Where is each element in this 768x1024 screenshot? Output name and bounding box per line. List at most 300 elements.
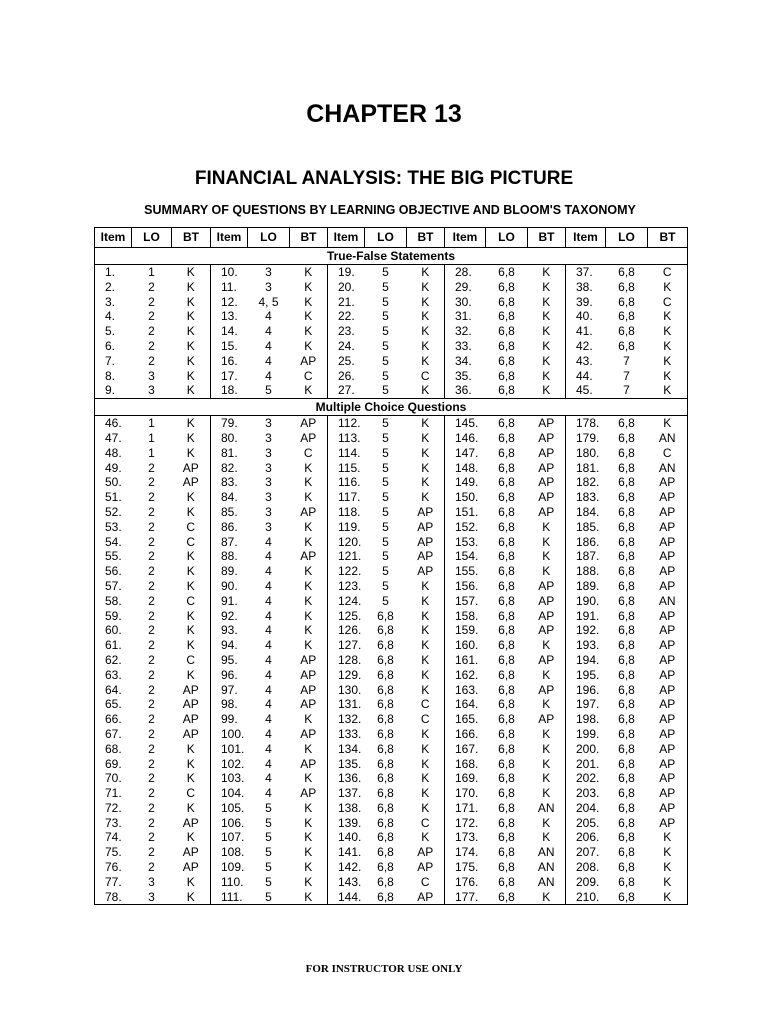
bt-cell: C bbox=[420, 874, 430, 889]
item-cell: 55. bbox=[95, 549, 132, 564]
item-cell: 191. bbox=[566, 609, 606, 624]
lo-cell: 6,8 bbox=[377, 756, 394, 771]
bt-cell: AP bbox=[417, 519, 434, 534]
bt-cell: AP bbox=[648, 638, 688, 653]
item-cell: 21. bbox=[328, 295, 365, 310]
bt-cell: K bbox=[542, 294, 551, 309]
lo-cell: 6,8 bbox=[618, 830, 635, 845]
item-cell: 178. bbox=[566, 416, 606, 431]
lo-cell: 6,8 bbox=[498, 786, 515, 801]
item-cell: 125. bbox=[328, 609, 365, 624]
bt-cell: K bbox=[648, 309, 688, 324]
item-cell: 156. bbox=[445, 579, 486, 594]
item-cell: 180. bbox=[566, 446, 606, 461]
bt-cell: K bbox=[421, 265, 430, 279]
lo-cell: 6,8 bbox=[618, 800, 635, 815]
item-cell: 115. bbox=[328, 461, 365, 476]
lo-cell: 2 bbox=[148, 534, 155, 549]
lo-cell: 5 bbox=[382, 490, 389, 505]
lo-cell: 6,8 bbox=[498, 475, 515, 490]
lo-cell: 6,8 bbox=[618, 416, 635, 431]
bt-cell: AP bbox=[417, 534, 434, 549]
item-cell: 38. bbox=[566, 280, 606, 295]
bt-cell: K bbox=[186, 368, 195, 383]
lo-cell: 6,8 bbox=[486, 890, 528, 905]
bt-cell: K bbox=[648, 280, 688, 295]
lo-cell: 6,8 bbox=[498, 608, 515, 623]
bt-cell: K bbox=[186, 564, 195, 579]
lo-cell: 6,8 bbox=[618, 309, 635, 324]
item-cell: 117. bbox=[328, 490, 365, 505]
bt-cell: K bbox=[304, 564, 313, 579]
lo-cell: 5 bbox=[382, 519, 389, 534]
item-cell: 205. bbox=[566, 816, 606, 831]
item-cell: 167. bbox=[445, 742, 486, 757]
lo-cell: 2 bbox=[148, 786, 155, 801]
lo-cell: 2 bbox=[148, 593, 155, 608]
item-cell: 11. bbox=[211, 280, 248, 295]
lo-cell: 2 bbox=[148, 353, 155, 368]
item-cell: 14. bbox=[211, 324, 248, 339]
lo-cell: 6,8 bbox=[498, 726, 515, 741]
lo-cell: 2 bbox=[148, 623, 155, 638]
bt-cell: K bbox=[304, 874, 313, 889]
lo-cell: 3 bbox=[265, 519, 272, 534]
bt-cell: AN bbox=[537, 800, 555, 815]
bt-cell: C bbox=[186, 786, 196, 801]
bt-cell: K bbox=[421, 652, 430, 667]
bt-cell: K bbox=[304, 265, 313, 279]
item-cell: 4. bbox=[95, 309, 132, 324]
bt-cell: K bbox=[186, 430, 195, 445]
item-cell: 58. bbox=[95, 594, 132, 609]
lo-cell: 6,8 bbox=[498, 638, 515, 653]
bt-cell: K bbox=[304, 324, 313, 339]
lo-cell: 6,8 bbox=[618, 741, 635, 756]
item-cell: 74. bbox=[95, 830, 132, 845]
bt-cell: K bbox=[186, 309, 195, 324]
item-cell: 200. bbox=[566, 742, 606, 757]
bt-cell: K bbox=[304, 593, 313, 608]
lo-cell: 6,8 bbox=[498, 430, 515, 445]
lo-cell: 6,8 bbox=[498, 874, 515, 889]
lo-cell: 6,8 bbox=[618, 265, 635, 279]
bt-cell: C bbox=[648, 295, 688, 310]
item-cell: 8. bbox=[95, 369, 132, 384]
item-cell: 18. bbox=[211, 383, 248, 398]
lo-cell: 6,8 bbox=[498, 338, 515, 353]
lo-cell: 6,8 bbox=[618, 697, 635, 712]
item-cell: 120. bbox=[328, 535, 365, 550]
item-cell: 130. bbox=[328, 683, 365, 698]
questions-summary-table bbox=[94, 227, 688, 905]
item-cell: 176. bbox=[445, 875, 486, 890]
bt-cell: K bbox=[648, 860, 688, 875]
lo-cell: 6,8 bbox=[377, 667, 394, 682]
lo-cell: 1 bbox=[148, 445, 155, 460]
bt-cell: AP bbox=[417, 845, 434, 860]
item-cell: 76. bbox=[95, 860, 132, 875]
item-cell: 43. bbox=[566, 354, 606, 369]
item-cell: 137. bbox=[328, 786, 365, 801]
bt-cell: K bbox=[421, 830, 430, 845]
bt-cell: K bbox=[421, 324, 430, 339]
bt-cell: K bbox=[542, 549, 551, 564]
lo-cell: 6,8 bbox=[498, 697, 515, 712]
item-cell: 159. bbox=[445, 623, 486, 638]
table-row bbox=[95, 369, 688, 384]
bt-cell: K bbox=[304, 800, 313, 815]
bt-cell: AP bbox=[648, 712, 688, 727]
item-cell: 207. bbox=[566, 845, 606, 860]
item-cell: 169. bbox=[445, 771, 486, 786]
table-row bbox=[95, 579, 688, 594]
item-cell: 52. bbox=[95, 505, 132, 520]
item-cell: 114. bbox=[328, 446, 365, 461]
table-row bbox=[95, 265, 688, 280]
bt-cell: K bbox=[421, 771, 430, 786]
bt-cell: K bbox=[421, 682, 430, 697]
item-cell: 36. bbox=[445, 383, 486, 398]
item-cell: 20. bbox=[328, 280, 365, 295]
item-cell: 197. bbox=[566, 697, 606, 712]
lo-cell: 6,8 bbox=[498, 756, 515, 771]
lo-cell: 6,8 bbox=[498, 860, 515, 875]
bt-cell: K bbox=[421, 786, 430, 801]
bt-cell: K bbox=[290, 383, 328, 398]
lo-cell: 3 bbox=[265, 430, 272, 445]
lo-cell: 5 bbox=[382, 445, 389, 460]
item-cell: 147. bbox=[445, 446, 486, 461]
bt-cell: K bbox=[421, 638, 430, 653]
lo-cell: 2 bbox=[148, 712, 155, 727]
item-cell: 193. bbox=[566, 638, 606, 653]
bt-cell: K bbox=[304, 279, 313, 294]
bt-cell: K bbox=[542, 726, 551, 741]
bt-cell: K bbox=[186, 324, 195, 339]
item-cell: 17. bbox=[211, 369, 248, 384]
bt-cell: AP bbox=[417, 564, 434, 579]
item-cell: 150. bbox=[445, 490, 486, 505]
lo-cell: 6,8 bbox=[498, 652, 515, 667]
item-cell: 92. bbox=[211, 609, 248, 624]
bt-cell: AP bbox=[648, 757, 688, 772]
item-cell: 165. bbox=[445, 712, 486, 727]
lo-cell: 6,8 bbox=[377, 623, 394, 638]
lo-cell: 6,8 bbox=[377, 800, 394, 815]
item-cell: 140. bbox=[328, 830, 365, 845]
lo-cell: 2 bbox=[148, 549, 155, 564]
table-row bbox=[95, 742, 688, 757]
table-row bbox=[95, 383, 688, 398]
lo-cell: 2 bbox=[148, 682, 155, 697]
lo-cell: 6,8 bbox=[618, 845, 635, 860]
lo-cell: 6,8 bbox=[377, 786, 394, 801]
table-row bbox=[95, 860, 688, 875]
bt-cell: K bbox=[421, 416, 430, 431]
bt-cell: AP bbox=[300, 504, 317, 519]
column-header-lo: LO bbox=[486, 228, 528, 248]
item-cell: 199. bbox=[566, 727, 606, 742]
item-cell: 29. bbox=[445, 280, 486, 295]
table-row bbox=[95, 461, 688, 476]
lo-cell: 5 bbox=[382, 294, 389, 309]
bt-cell: AP bbox=[648, 786, 688, 801]
bt-cell: AP bbox=[300, 697, 317, 712]
bt-cell: K bbox=[542, 368, 551, 383]
lo-cell: 6,8 bbox=[606, 890, 648, 905]
bt-cell: K bbox=[542, 697, 551, 712]
item-cell: 10. bbox=[211, 265, 248, 280]
bt-cell: K bbox=[542, 519, 551, 534]
item-cell: 186. bbox=[566, 535, 606, 550]
item-cell: 15. bbox=[211, 339, 248, 354]
bt-cell: AP bbox=[417, 504, 434, 519]
table-row bbox=[95, 475, 688, 490]
bt-cell: K bbox=[186, 874, 195, 889]
bt-cell: K bbox=[542, 534, 551, 549]
bt-cell: K bbox=[648, 830, 688, 845]
bt-cell: K bbox=[542, 741, 551, 756]
lo-cell: 6,8 bbox=[618, 667, 635, 682]
bt-cell: K bbox=[542, 786, 551, 801]
bt-cell: AP bbox=[648, 549, 688, 564]
lo-cell: 4 bbox=[265, 682, 272, 697]
bt-cell: AP bbox=[182, 712, 199, 727]
item-cell: 30. bbox=[445, 295, 486, 310]
item-cell: 99. bbox=[211, 712, 248, 727]
lo-cell: 3 bbox=[132, 890, 172, 905]
lo-cell: 6,8 bbox=[618, 682, 635, 697]
bt-cell: K bbox=[304, 712, 313, 727]
lo-cell: 6,8 bbox=[618, 578, 635, 593]
item-cell: 69. bbox=[95, 757, 132, 772]
lo-cell: 5 bbox=[265, 845, 272, 860]
bt-cell: AP bbox=[648, 579, 688, 594]
lo-cell: 6,8 bbox=[618, 756, 635, 771]
lo-cell: 4 bbox=[265, 353, 272, 368]
lo-cell: 6,8 bbox=[618, 608, 635, 623]
item-cell: 203. bbox=[566, 786, 606, 801]
item-cell: 190. bbox=[566, 594, 606, 609]
item-cell: 157. bbox=[445, 594, 486, 609]
lo-cell: 6,8 bbox=[498, 667, 515, 682]
bt-cell: AP bbox=[182, 697, 199, 712]
item-cell: 132. bbox=[328, 712, 365, 727]
lo-cell: 1 bbox=[148, 265, 155, 279]
lo-cell: 6,8 bbox=[365, 890, 407, 905]
table-row bbox=[95, 505, 688, 520]
column-header-bt: BT bbox=[172, 228, 211, 248]
item-cell: 181. bbox=[566, 461, 606, 476]
bt-cell: K bbox=[290, 890, 328, 905]
bt-cell: AP bbox=[300, 430, 317, 445]
item-cell: 206. bbox=[566, 830, 606, 845]
bt-cell: K bbox=[542, 638, 551, 653]
bt-cell: K bbox=[421, 353, 430, 368]
table-row bbox=[95, 520, 688, 535]
lo-cell: 5 bbox=[382, 534, 389, 549]
lo-cell: 6,8 bbox=[377, 712, 394, 727]
lo-cell: 1 bbox=[148, 430, 155, 445]
item-cell: 188. bbox=[566, 564, 606, 579]
bt-cell: K bbox=[186, 353, 195, 368]
lo-cell: 5 bbox=[365, 383, 407, 398]
item-cell: 148. bbox=[445, 461, 486, 476]
lo-cell: 3 bbox=[265, 416, 272, 431]
item-cell: 22. bbox=[328, 309, 365, 324]
item-cell: 163. bbox=[445, 683, 486, 698]
bt-cell: AP bbox=[417, 549, 434, 564]
bt-cell: K bbox=[542, 564, 551, 579]
bt-cell: K bbox=[648, 354, 688, 369]
bt-cell: AP bbox=[300, 549, 317, 564]
column-header-item: Item bbox=[211, 228, 248, 248]
bt-cell: K bbox=[186, 490, 195, 505]
column-header-bt: BT bbox=[290, 228, 328, 248]
item-cell: 204. bbox=[566, 801, 606, 816]
lo-cell: 5 bbox=[382, 549, 389, 564]
table-row bbox=[95, 295, 688, 310]
item-cell: 54. bbox=[95, 535, 132, 550]
bt-cell: K bbox=[304, 519, 313, 534]
item-cell: 124. bbox=[328, 594, 365, 609]
bt-cell: K bbox=[421, 460, 430, 475]
item-cell: 149. bbox=[445, 475, 486, 490]
lo-cell: 6,8 bbox=[618, 534, 635, 549]
bt-cell: K bbox=[304, 741, 313, 756]
lo-cell: 6,8 bbox=[377, 726, 394, 741]
item-cell: 1. bbox=[95, 265, 132, 280]
lo-cell: 6,8 bbox=[377, 860, 394, 875]
bt-cell: AN bbox=[648, 461, 688, 476]
bt-cell: K bbox=[304, 845, 313, 860]
item-cell: 95. bbox=[211, 653, 248, 668]
lo-cell: 4, 5 bbox=[258, 294, 279, 309]
item-cell: 48. bbox=[95, 446, 132, 461]
item-cell: 116. bbox=[328, 475, 365, 490]
lo-cell: 6,8 bbox=[618, 475, 635, 490]
lo-cell: 6,8 bbox=[377, 652, 394, 667]
item-cell: 56. bbox=[95, 564, 132, 579]
lo-cell: 4 bbox=[265, 338, 272, 353]
lo-cell: 2 bbox=[148, 652, 155, 667]
lo-cell: 6,8 bbox=[618, 652, 635, 667]
table-row bbox=[95, 727, 688, 742]
item-cell: 121. bbox=[328, 549, 365, 564]
bt-cell: AP bbox=[648, 490, 688, 505]
bt-cell: K bbox=[304, 830, 313, 845]
lo-cell: 6,8 bbox=[498, 549, 515, 564]
bt-cell: AP bbox=[648, 564, 688, 579]
table-row bbox=[95, 697, 688, 712]
lo-cell: 6,8 bbox=[618, 294, 635, 309]
lo-cell: 2 bbox=[148, 309, 155, 324]
bt-cell: AP bbox=[300, 786, 317, 801]
item-cell: 210. bbox=[566, 890, 606, 905]
bt-cell: AP bbox=[182, 845, 199, 860]
lo-cell: 3 bbox=[265, 475, 272, 490]
lo-cell: 6,8 bbox=[486, 383, 528, 398]
bt-cell: K bbox=[542, 815, 551, 830]
item-cell: 170. bbox=[445, 786, 486, 801]
table-row bbox=[95, 683, 688, 698]
lo-cell: 6,8 bbox=[498, 309, 515, 324]
bt-cell: C bbox=[186, 534, 196, 549]
item-cell: 32. bbox=[445, 324, 486, 339]
item-cell: 46. bbox=[95, 416, 132, 431]
bt-cell: AP bbox=[538, 578, 555, 593]
item-cell: 49. bbox=[95, 461, 132, 476]
item-cell: 96. bbox=[211, 668, 248, 683]
item-cell: 192. bbox=[566, 623, 606, 638]
item-cell: 2. bbox=[95, 280, 132, 295]
item-cell: 139. bbox=[328, 816, 365, 831]
lo-cell: 5 bbox=[382, 430, 389, 445]
bt-cell: AP bbox=[300, 353, 317, 368]
table-row bbox=[95, 845, 688, 860]
item-cell: 9. bbox=[95, 383, 132, 398]
item-cell: 164. bbox=[445, 697, 486, 712]
lo-cell: 3 bbox=[132, 383, 172, 398]
section-header-row bbox=[95, 399, 688, 416]
item-cell: 135. bbox=[328, 757, 365, 772]
item-cell: 98. bbox=[211, 697, 248, 712]
bt-cell: K bbox=[542, 830, 551, 845]
bt-cell: AP bbox=[648, 771, 688, 786]
table-row bbox=[95, 594, 688, 609]
table-subtitle: SUMMARY OF QUESTIONS BY LEARNING OBJECTIVE AND BLOOM'S TAXONOMY bbox=[144, 203, 636, 217]
bt-cell: AP bbox=[300, 667, 317, 682]
lo-cell: 6,8 bbox=[498, 490, 515, 505]
table-row bbox=[95, 668, 688, 683]
lo-cell: 2 bbox=[148, 519, 155, 534]
lo-cell: 6,8 bbox=[377, 771, 394, 786]
item-cell: 12. bbox=[211, 295, 248, 310]
item-cell: 175. bbox=[445, 860, 486, 875]
column-header-item: Item bbox=[95, 228, 132, 248]
item-cell: 27. bbox=[328, 383, 365, 398]
bt-cell: AP bbox=[648, 535, 688, 550]
bt-cell: AP bbox=[648, 609, 688, 624]
bt-cell: K bbox=[648, 416, 688, 431]
lo-cell: 2 bbox=[148, 564, 155, 579]
lo-cell: 6,8 bbox=[498, 279, 515, 294]
table-row bbox=[95, 564, 688, 579]
bt-cell: K bbox=[172, 890, 211, 905]
bt-cell: K bbox=[421, 800, 430, 815]
lo-cell: 2 bbox=[148, 815, 155, 830]
item-cell: 13. bbox=[211, 309, 248, 324]
section-header-row bbox=[95, 248, 688, 265]
lo-cell: 6,8 bbox=[498, 294, 515, 309]
table-row bbox=[95, 875, 688, 890]
lo-cell: 4 bbox=[265, 368, 272, 383]
bt-cell: AP bbox=[538, 652, 555, 667]
lo-cell: 2 bbox=[148, 475, 155, 490]
item-cell: 112. bbox=[328, 416, 365, 431]
item-cell: 26. bbox=[328, 369, 365, 384]
lo-cell: 6,8 bbox=[618, 623, 635, 638]
chapter-heading: CHAPTER 13 bbox=[306, 100, 462, 128]
table-row bbox=[95, 354, 688, 369]
bt-cell: AP bbox=[538, 430, 555, 445]
lo-cell: 6,8 bbox=[377, 682, 394, 697]
lo-cell: 6,8 bbox=[618, 324, 635, 339]
table-row bbox=[95, 890, 688, 905]
bt-cell: K bbox=[186, 667, 195, 682]
item-cell: 129. bbox=[328, 668, 365, 683]
